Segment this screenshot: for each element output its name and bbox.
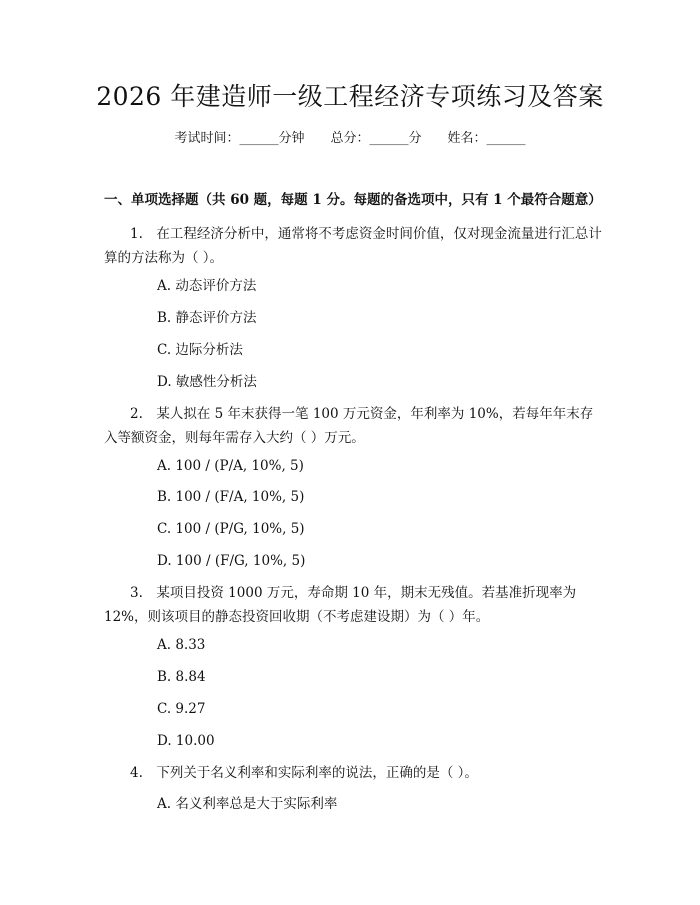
- section-heading: 一、单项选择题（共 60 题，每题 1 分。每题的备选项中，只有 1 个最符合题意）: [104, 192, 602, 208]
- question-4-option-a: A. 名义利率总是大于实际利率: [157, 796, 338, 812]
- question-2-option-a: A. 100 / (P/A, 10%, 5): [157, 458, 304, 474]
- question-2: 2. 某人拟在 5 年末获得一笔 100 万元资金，年利率为 10%，若每年年末存入等额资金，则每年需存入大约（ ）万元。: [104, 406, 594, 446]
- question-1-option-d: D. 敏感性分析法: [157, 374, 257, 390]
- question-3-option-c: C. 9.27: [157, 701, 206, 717]
- question-2-option-c: C. 100 / (P/G, 10%, 5): [157, 521, 305, 537]
- question-4: 4. 下列关于名义利率和实际利率的说法，正确的是（ ）。: [130, 765, 478, 781]
- question-1-option-b: B. 静态评价方法: [157, 310, 257, 326]
- total-score-field: 总分：______分: [330, 131, 422, 146]
- question-3: 3. 某项目投资 1000 万元，寿命期 10 年，期末无残值。若基准折现率为 12%，则该项目的静态投资回收期（不考虑建设期）为（ ）年。: [104, 585, 577, 625]
- question-2-option-b: B. 100 / (F/A, 10%, 5): [157, 489, 305, 505]
- exam-info-line: [0, 129, 700, 149]
- question-1-option-a: A. 动态评价方法: [157, 278, 257, 294]
- question-3-option-b: B. 8.84: [157, 669, 206, 685]
- exam-time-field: 考试时间：______分钟: [174, 131, 305, 146]
- question-1: 1. 在工程经济分析中，通常将不考虑资金时间价值，仅对现金流量进行汇总计算的方法称为（ ）。: [104, 226, 602, 266]
- document-title: 2026 年建造师一级工程经济专项练习及答案: [96, 82, 604, 111]
- question-3-option-a: A. 8.33: [157, 637, 206, 653]
- question-2-option-d: D. 100 / (F/G, 10%, 5): [157, 553, 306, 569]
- question-3-option-d: D. 10.00: [157, 733, 215, 749]
- question-1-option-c: C. 边际分析法: [157, 342, 243, 358]
- name-field: 姓名：______: [447, 131, 526, 146]
